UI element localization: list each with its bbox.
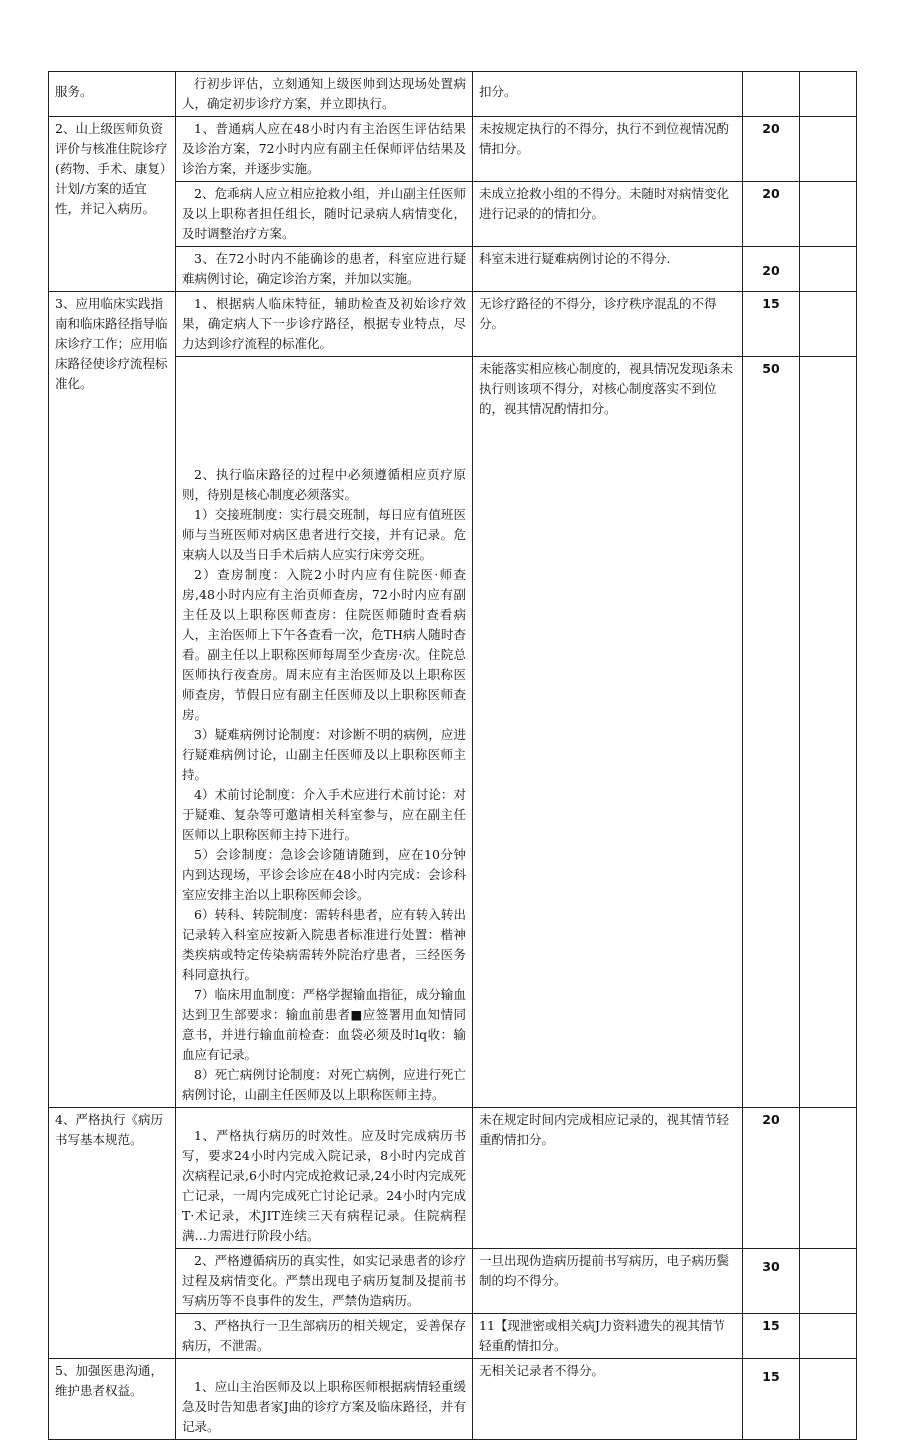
blank-cell	[800, 1314, 857, 1359]
blank-cell	[800, 247, 857, 292]
deduction-cell	[473, 1249, 743, 1314]
requirement-cell	[176, 1359, 473, 1440]
score-cell	[743, 72, 800, 117]
blank-cell	[800, 1249, 857, 1314]
deduction-text: 未按规定执行的不得分，执行不到位视情况酌情扣分。	[479, 121, 730, 156]
deduction-text: 扣分。	[479, 84, 517, 99]
requirement-item: 2）查房制度：入院2小时内应有住院医·师查房,48小时内应有主治页师查房，72小时内应有副主任及以上职称医师查房：住院医师随时查看病人，主治医师上下午各查看一次，危TH病人随时杳看。副主任以上职称医师每周至少查房·次。住院总医师执行夜查房。周末应有主治医师及以上职称医师查房，节假日应有副主任医师及以上职称医师查房。	[182, 567, 466, 722]
requirement-cell	[176, 1249, 473, 1314]
table-row	[49, 292, 857, 357]
requirement-cell	[176, 1314, 473, 1359]
requirement-cell	[176, 117, 473, 182]
category-cell	[49, 117, 176, 292]
deduction-text: 无诊疗路径的不得分，诊疗秩序混乱的不得分。	[479, 296, 717, 331]
score-cell	[743, 1249, 800, 1314]
requirement-item: 7）临床用血制度：严格学握输血指征，成分输血达到卫生部要求：输血前患者■应签署用血知情同意书，并进行输血前检查：血袋必须及时lq收：输血应有记录。	[182, 987, 466, 1062]
category-cell	[49, 1359, 176, 1440]
deduction-text: 科室未进行疑难病例讨论的不得分.	[479, 251, 671, 266]
requirement-cell	[176, 247, 473, 292]
table-row	[49, 1108, 857, 1249]
blank-cell	[800, 292, 857, 357]
requirement-item: 1）交接班制度：实行晨交班制，每日应有值班医师与当班医师对病区患者进行交接，并有记录。危束病人以及当日手术后病人应实行床旁交班。	[182, 507, 466, 562]
deduction-text: 一旦出现伪造病历提前书写病历，电子病历鬓制的均不得分。	[479, 1253, 730, 1288]
blank-cell	[800, 182, 857, 247]
deduction-text: 未能落实相应核心制度的，视具情况发现i条未执行则该项不得分，对核心制度落实不到位的，视其情况酌情扣分。	[479, 361, 733, 416]
deduction-cell	[473, 247, 743, 292]
category-cell	[49, 292, 176, 1108]
blank-cell	[800, 117, 857, 182]
evaluation-table	[48, 71, 857, 1440]
requirement-cell	[176, 182, 473, 247]
score-value: 20	[762, 121, 780, 136]
blank-cell	[800, 72, 857, 117]
score-value: 15	[762, 1318, 780, 1333]
deduction-text: 无相关记录者不得分。	[479, 1363, 605, 1378]
score-cell	[743, 357, 800, 1108]
requirement-text: 1、普通病人应在48小时内有主治医生评估结果及诊治方案，72小时内应有副主任保师评估结果及诊治方案，并逐步实施。	[182, 121, 466, 176]
category-cell	[49, 72, 176, 117]
score-cell	[743, 117, 800, 182]
score-cell	[743, 182, 800, 247]
requirement-text: 1、严格执行病历的时效性。应及时完成病历书写，要求24小时内完成入院记录，8小时内完成首次病程记录,6小时内完成抢救记录,24小时内完成死亡记录，一周内完成死亡讨论记录。24小时内完成T·术记录，术JIT连续三天有病程记录。住院病程满…力需进行阶段小结。	[182, 1128, 466, 1243]
score-value: 20	[762, 186, 780, 201]
requirement-item: 5）会诊制度：急诊会诊随请随到，应在10分钟内到达现场，平诊会诊应在48小时内完成：会诊科室应安排主治以上职称医师会诊。	[182, 847, 466, 902]
deduction-cell	[473, 292, 743, 357]
blank-cell	[800, 357, 857, 1108]
requirement-item: 2、执行临床路径的过程中必须遵循相应页疗原则，待别是核心制度必须落实。	[182, 467, 466, 502]
score-value: 15	[762, 296, 780, 311]
score-cell	[743, 292, 800, 357]
score-value: 30	[762, 1259, 780, 1274]
score-value: 15	[762, 1369, 780, 1384]
deduction-text: 未在规定时间内完成相应记录的，视其情节轻重酌情扣分。	[479, 1112, 730, 1147]
requirement-text: 2、严格遵循病历的真实性，如实记录患者的诊疗过程及病情变化。严禁出现电子病历复制及提前书写病历等不良事件的发生，严禁伪造病历。	[182, 1253, 466, 1308]
requirement-item: 6）转科、转院制度：需转科患者，应有转入转出记录转入科室应按新入院患者标准进行处置：楷神类疾病或特定传染病需转外院治疗患者，三经医务科同意执行。	[182, 907, 466, 982]
category-cell	[49, 1108, 176, 1359]
score-cell	[743, 1314, 800, 1359]
category-text: 2、山上级医师负资评价与核准住院诊疗(药物、手术、康复）计划/方案的适宜性，并记入病历。	[55, 121, 168, 216]
deduction-text: 未成立抢救小组的不得分。未随时对病情变化进行记录的的情扣分。	[479, 186, 730, 221]
blank-cell	[800, 1359, 857, 1440]
requirement-item: 3）疑难病例讨论制度：对诊断不明的病例，应进行疑难病例讨论，山副主任医师及以上职称医师主持。	[182, 727, 466, 782]
deduction-cell	[473, 117, 743, 182]
requirement-cell	[176, 357, 473, 1108]
deduction-cell	[473, 72, 743, 117]
category-text: 服务。	[55, 84, 93, 99]
deduction-cell	[473, 182, 743, 247]
deduction-text: 11【现泄密或相关病J力资料遗失的视其情节轻重酌情扣分。	[479, 1318, 725, 1353]
score-value: 50	[762, 361, 780, 376]
score-value: 20	[762, 1112, 780, 1127]
requirement-text: 2、危乖病人应立相应抢救小组，并山副主任医师及以上职称者担任组长，随时记录病人病情变化，及时调整治疗方案。	[182, 186, 466, 241]
category-text: 3、应用临床实践指南和临床路径指导临床诊疗工作；应用临床路径使诊疗流程标准化。	[55, 296, 168, 391]
requirement-cell	[176, 72, 473, 117]
requirement-cell	[176, 1108, 473, 1249]
requirement-text: 3、严格执行一卫生部病历的相关规定，妥善保存病历，不泄需。	[182, 1318, 466, 1353]
deduction-cell	[473, 357, 743, 1108]
requirement-text: 1、应山主治医师及以上职称医师根据病情轻重缓急及时告知患者家J曲的诊疗方案及临床路径，并有记录。	[182, 1379, 466, 1434]
category-text: 4、严格执行《病历书写基本规范。	[55, 1112, 163, 1147]
deduction-cell	[473, 1108, 743, 1249]
requirement-item: 4）术前讨论制度：介入手术应进行术前讨论：对于疑难、复杂等可邀请相关科室参与，应在副主任医师以上职称医师主持下进行。	[182, 787, 466, 842]
requirement-cell	[176, 292, 473, 357]
deduction-cell	[473, 1359, 743, 1440]
score-cell	[743, 1359, 800, 1440]
category-text: 5、加强医患沟通，维护患者权益。	[55, 1363, 163, 1398]
deduction-cell	[473, 1314, 743, 1359]
score-cell	[743, 247, 800, 292]
table-row	[49, 117, 857, 182]
score-cell	[743, 1108, 800, 1249]
requirement-item: 8）死亡病例讨论制度：对死亡病例，应进行死亡病例讨论，山副主任医师及以上职称医师主持。	[182, 1067, 466, 1102]
table-row	[49, 1359, 857, 1440]
blank-cell	[800, 1108, 857, 1249]
table-row	[49, 72, 857, 117]
requirement-text: 3、在72小时内不能确诊的患者，科室应进行疑难病例讨论，确定诊治方案，并加以实施。	[182, 251, 466, 286]
requirement-text: 1、根据病人临床特征，辅助检查及初始诊疗效果，确定病人下一步诊疗路径，根据专业特点，尽力达到诊疗流程的标准化。	[182, 296, 466, 351]
score-value: 20	[762, 263, 780, 278]
requirement-text: 行初步评估，立刻通知上级医帅到达现场处置病人，确定初步诊疗方案，并立即执行。	[182, 76, 466, 111]
